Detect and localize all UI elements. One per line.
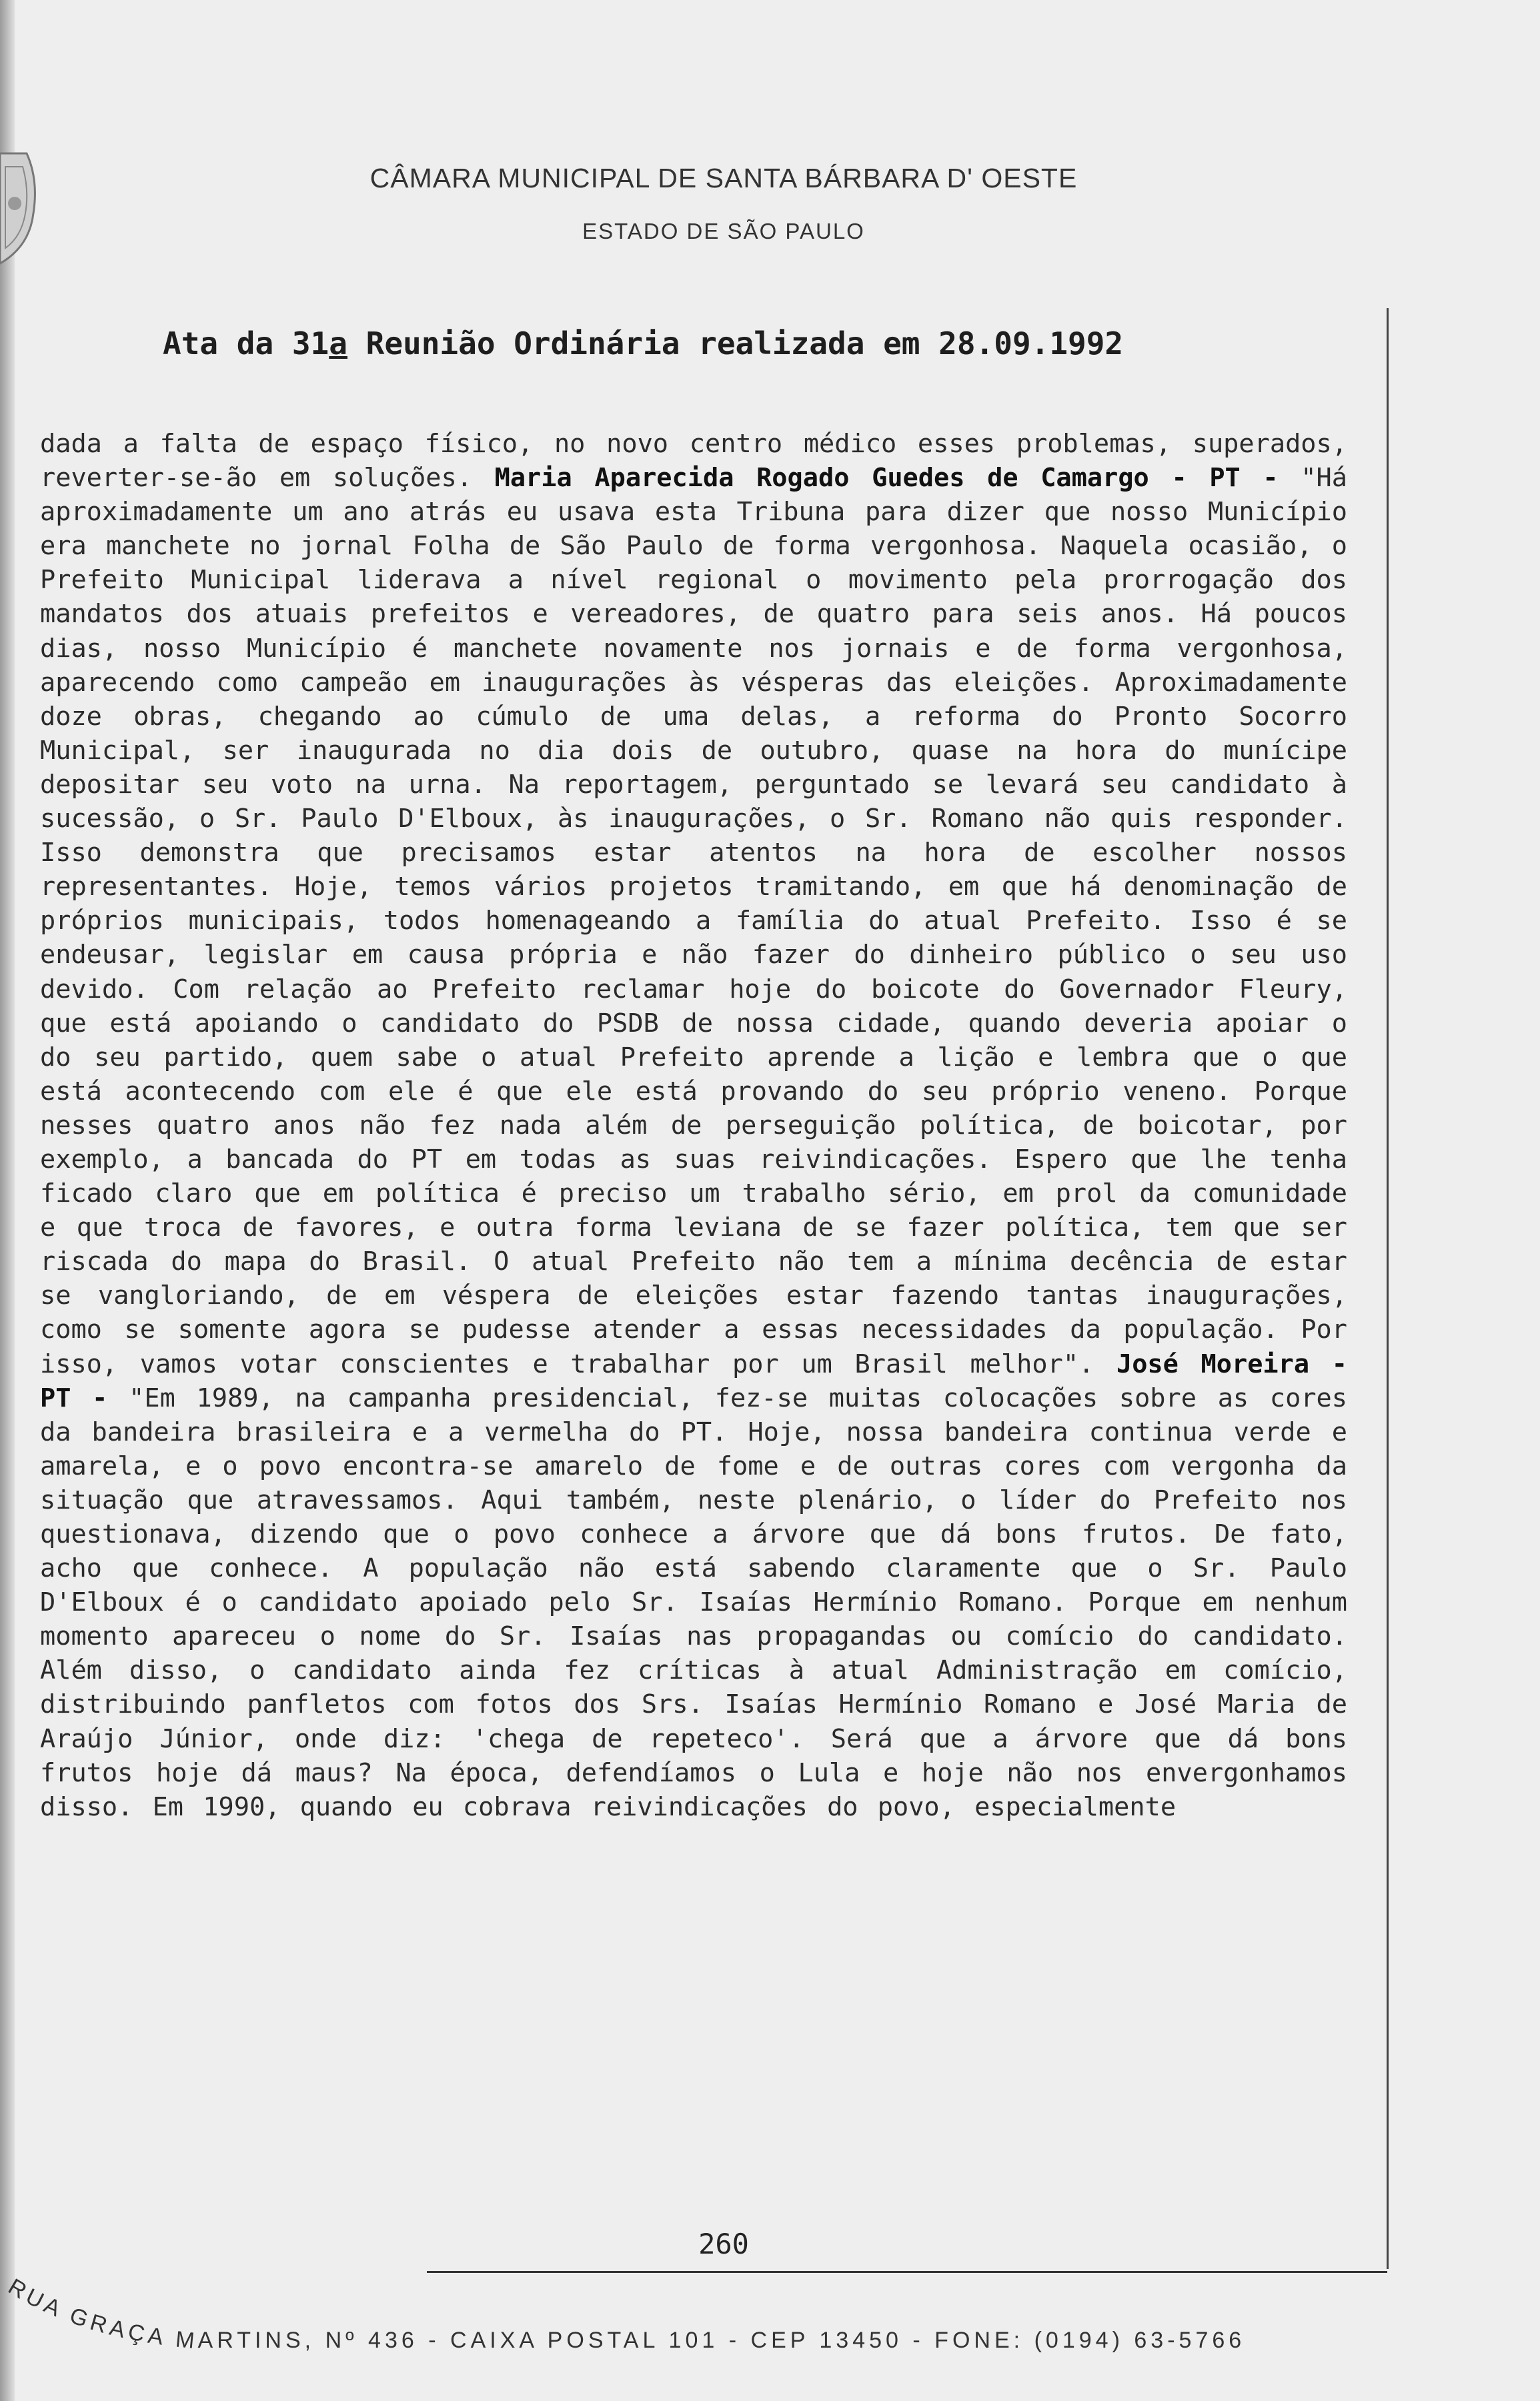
speech-text: "Há aproximadamente um ano atrás eu usava esta Tribuna para dizer que nosso Município era manchete no jornal Folha de São Paulo de forma vergonhosa. Naquela ocasião, o Prefeito Municipal liderava a nível regional o movimento pela prorrogação dos mandatos dos atuais prefeitos e vereadores, de quatro para seis anos. Há poucos dias, nosso Município é manchete novamente nos jornais e de forma vergonhosa, aparecendo como campeão em inaugurações às vésperas das eleições. Aproximadamente doze obras, chegando ao cúmulo de uma delas, a reforma do Pronto Socorro Municipal, ser inaugurada no dia dois de outubro, quase na hora do munícipe depositar seu voto na urna. Na reportagem, perguntado se levará seu candidato à sucessão, o Sr. Paulo D'Elboux, às inaugurações, o Sr. Romano não quis responder. Isso demonstra que precisamos estar atentos na hora de escolher nossos representantes. Hoje, temos vários projetos tramitando, em que há denominação de próprios municipais, todos homenageando a família do atual Prefeito. Isso é se endeusar, legislar em causa própria e não fazer do dinheiro público o seu uso devido. Com relação ao Prefeito reclamar hoje do boicote do Governador Fleury, que está apoiando o candidato do PSDB de nossa cidade, quando deveria apoiar o do seu partido, quem sabe o atual Prefeito aprende a lição e lembra que o que está acontecendo com ele é que ele está provando do seu próprio veneno. Porque nesses quatro anos não fez nada além de perseguição política, de boicotar, por exemplo, a bancada do PT em todas as suas reivindicações. Espero que lhe tenha ficado claro que em política é preciso um trabalho sério, em prol da comunidade e que troca de favores, e outra forma leviana de se fazer política, tem que ser riscada do mapa do Brasil. O atual Prefeito não tem a mínima decência de estar se vangloriando, de em véspera de eleições estar fazendo tantas inaugurações, como se somente agora se pudesse atender a essas necessidades da população. Por isso, vamos votar conscientes e trabalhar por um Brasil melhor".: [40, 463, 1347, 1379]
body-paragraph: [40, 427, 1347, 1824]
page-number: 260: [698, 2228, 749, 2260]
margin-rule: [1387, 308, 1389, 2269]
binding-shadow: [0, 0, 15, 2401]
institution-header: CÂMARA MUNICIPAL DE SANTA BÁRBARA D' OESTE: [369, 163, 1078, 193]
title-suffix: Reunião Ordinária realizada em 28.09.1992: [347, 325, 1124, 361]
title-prefix: Ata da 31: [163, 325, 329, 361]
body-text-segment: dada a falta de espaço físico, no novo centro médico esses problemas, superados, reverter-se-ão em soluções.: [40, 429, 1347, 494]
minutes-body: [40, 427, 1347, 1824]
municipal-seal-icon: [0, 140, 41, 273]
title-ordinal: a: [329, 325, 347, 361]
minutes-title: [163, 325, 1123, 361]
speaker-name: Maria Aparecida Rogado Guedes de Camargo - PT -: [494, 463, 1301, 494]
footer-address: [0, 2264, 1540, 2371]
speech-text: "Em 1989, na campanha presidencial, fez-se muitas colocações sobre as cores da bandeira brasileira e a vermelha do PT. Hoje, nossa bandeira continua verde e amarela, e o povo encontra-se amarelo de fome e de outras cores com vergonha da situação que atravessamos. Aqui também, neste plenário, o líder do Prefeito nos questionava, dizendo que o povo conhece a árvore que dá bons frutos. De fato, acho que conhece. A população não está sabendo claramente que o Sr. Paulo D'Elboux é o candidato apoiado pelo Sr. Isaías Hermínio Romano. Porque em nenhum momento apareceu o nome do Sr. Isaías nas propagandas ou comício do candidato. Além disso, o candidato ainda fez críticas à atual Administração em comício, distribuindo panfletos com fotos dos Srs. Isaías Hermínio Romano e José Maria de Araújo Júnior, onde diz: 'chega de repeteco'. Será que a árvore que dá bons frutos hoje dá maus? Na época, defendíamos o Lula e hoje não nos envergonhamos disso. Em 1990, quando eu cobrava reivindicações do povo, especialmente: [40, 1383, 1347, 1822]
speaker-name: José Moreira - PT -: [40, 1349, 1347, 1413]
state-header: ESTADO DE SÃO PAULO: [582, 219, 865, 243]
footer-address-text: RUA GRAÇA MARTINS, Nº 436 - CAIXA POSTAL 101 - CEP 13450 - FONE: (0194) 63-5766: [3, 2274, 1246, 2354]
svg-text:RUA GRAÇA MARTINS, Nº 436 - CA: [4, 2274, 1245, 2354]
